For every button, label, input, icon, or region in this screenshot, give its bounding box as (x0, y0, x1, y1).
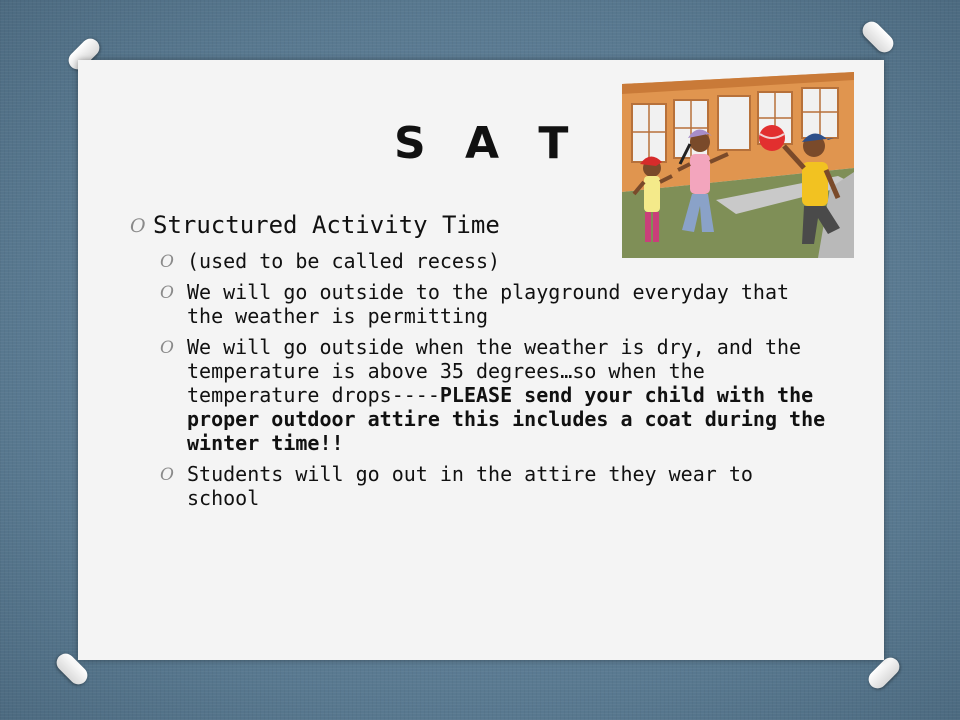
bullet-marker: O (160, 252, 174, 272)
bullet-structured-activity-time (130, 210, 830, 241)
slide-title: S A T (394, 118, 581, 169)
bullet-marker: O (160, 338, 174, 358)
sub-bullet-recess (160, 249, 830, 273)
sub-bullet-text: We will go outside to the playground everyday that the weather is permitting (187, 280, 790, 328)
bullet-marker: O (130, 215, 146, 237)
bullet-text: Structured Activity Time (153, 211, 500, 239)
pushpin-top-right (859, 18, 897, 56)
slide-content (130, 210, 830, 517)
sub-bullet-text: Students will go out in the attire they wear to school (187, 462, 753, 510)
sub-bullet-bold-text: PLEASE send your child with the proper outdoor attire this includes a coat during the winter time!! (187, 383, 826, 455)
sub-bullet-attire (160, 462, 830, 510)
sub-bullet-text: (used to be called recess) (187, 249, 501, 273)
sub-bullet-playground (160, 280, 830, 328)
sub-bullet-weather (160, 335, 830, 455)
bullet-marker: O (160, 283, 174, 303)
sub-bullet-text: We will go outside when the weather is dry, and the temperature is above 35 degrees…so when the temperature drops---- (187, 335, 802, 407)
bullet-marker: O (160, 465, 174, 485)
